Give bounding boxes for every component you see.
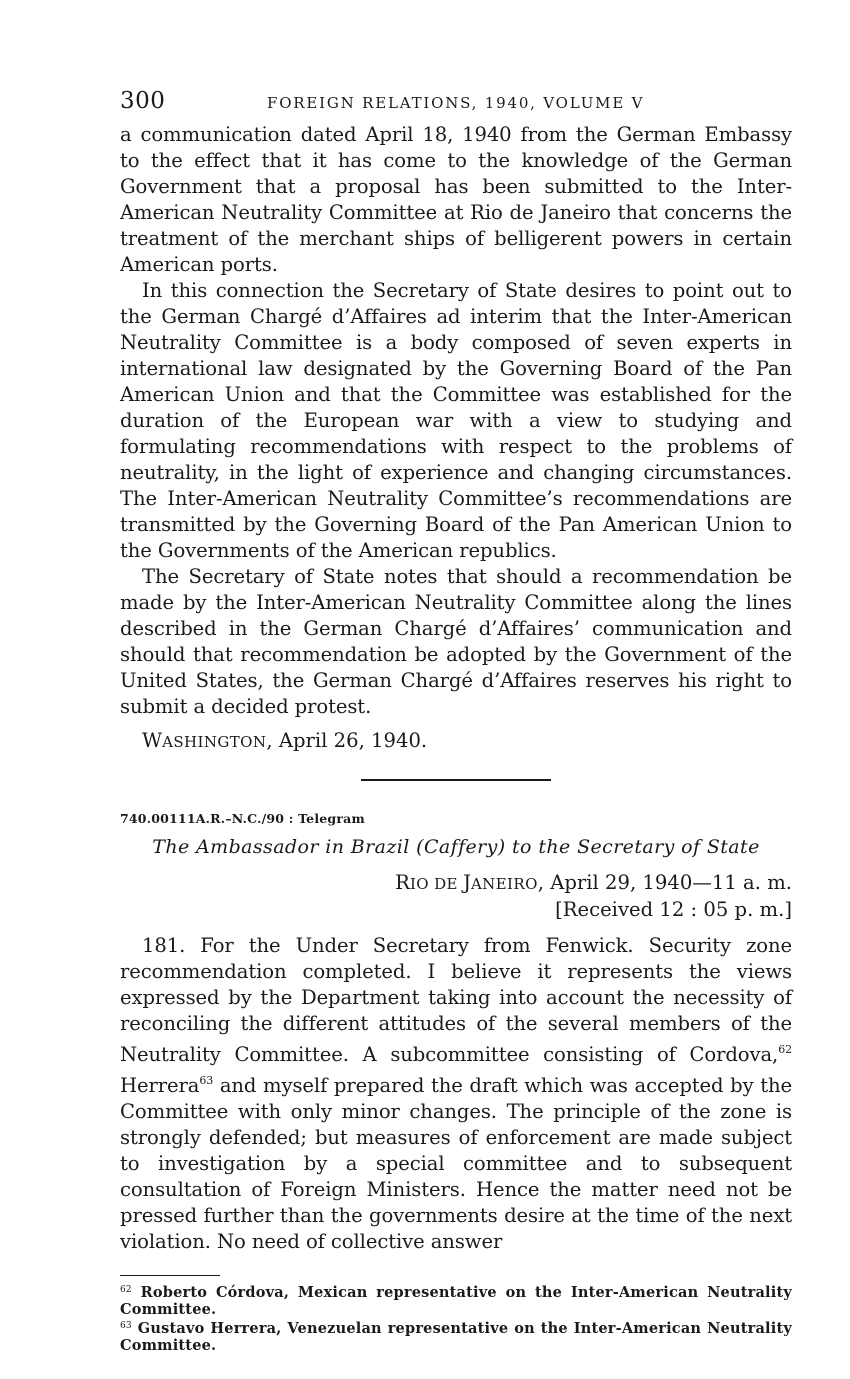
footnote-62 xyxy=(120,1282,792,1318)
page-header xyxy=(120,88,792,122)
dateline-city-part-2: ANEIRO xyxy=(470,875,538,893)
footnote-divider xyxy=(120,1275,220,1276)
telegram-dateline xyxy=(120,870,792,897)
dateline-city-initial: R xyxy=(395,871,410,894)
signature-date: , April 26, 1940. xyxy=(266,729,428,752)
paragraph-committee-description: In this connection the Secretary of State desires to point out to the German Chargé d’Affaires ad interim that the Inter-American Neutrality Committee is a body composed of seven experts in international law designated by the Governing Board of the Pan American Union and that the Committee was established for the duration of the European war with a view to studying and formulating recommendations with respect to the problems of neutrality, in the light of experience and changing circumstances. The Inter-American Neutrality Committee’s recommendations are transmitted by the Governing Board of the Pan American Union to the Governments of the American republics. xyxy=(120,279,792,562)
signature-line xyxy=(120,728,792,755)
document-title: The Ambassador in Brazil (Caffery) to the Secretary of State xyxy=(152,836,760,858)
footnote-text: Gustavo Herrera, Venezuelan representative on the Inter-American Neutrality Committee. xyxy=(120,1320,792,1354)
telegram-body-part-1: 181. For the Under Secretary from Fenwick. Security zone recommendation completed. I believe it represents the views expressed by the Department taking into account the necessity of reconciling the different attitudes of the several members of the Neutrality Committee. A subcommittee consisting of Cordova, xyxy=(120,934,792,1066)
section-divider xyxy=(361,779,551,781)
page-number: 300 xyxy=(120,88,166,114)
footnote-text: Roberto Córdova, Mexican representative on the Inter-American Neutrality Committee. xyxy=(120,1284,792,1318)
dateline-date: , April 29, 1940—11 a. m. xyxy=(537,871,792,894)
paragraph-protest-note: The Secretary of State notes that should a recommendation be made by the Inter-American Neutrality Committee along the lines described in the German Chargé d’Affaires’ communication and should that recommendation be adopted by the Government of the United States, the German Chargé d’Affaires reserves his right to submit a decided protest. xyxy=(120,565,792,718)
footnote-63 xyxy=(120,1318,792,1354)
signature-place-rest: ASHINGTON xyxy=(162,733,267,751)
footnote-ref-62: 62 xyxy=(778,1043,792,1056)
document-page xyxy=(120,88,792,1354)
dateline-city-part: IO DE xyxy=(409,875,464,893)
telegram-body xyxy=(120,933,792,1255)
received-time: [Received 12 : 05 p. m.] xyxy=(555,898,792,921)
footnote-ref-63: 63 xyxy=(199,1074,214,1087)
telegram-body-part-3: and myself prepared the draft which was accepted by the Committee with only minor changes. The principle of the zone is strongly defended; but measures of enforcement are made subject to investigation by a special committee and to subsequent consultation of Foreign Ministers. Hence the matter need not be pressed further than the governments desire at the time of the next violation. No need of collective answer xyxy=(120,1074,792,1253)
telegram-body-part-2: Herrera xyxy=(120,1074,200,1097)
footnote-number: 63 xyxy=(120,1321,132,1331)
paragraph-continuation: a communication dated April 18, 1940 from the German Embassy to the effect that it has come to the knowledge of the German Government that a proposal has been submitted to the Inter-American Neutrality Committee at Rio de Janeiro that concerns the treatment of the merchant ships of belligerent powers in certain American ports. xyxy=(120,123,792,276)
footnote-number: 62 xyxy=(120,1285,132,1295)
file-number: 740.00111A.R.–N.C./90 : Telegram xyxy=(120,811,365,826)
running-title: FOREIGN RELATIONS, 1940, VOLUME V xyxy=(267,94,645,112)
dateline-city-initial-2: J xyxy=(463,871,471,894)
signature-place-initial: W xyxy=(142,729,163,752)
